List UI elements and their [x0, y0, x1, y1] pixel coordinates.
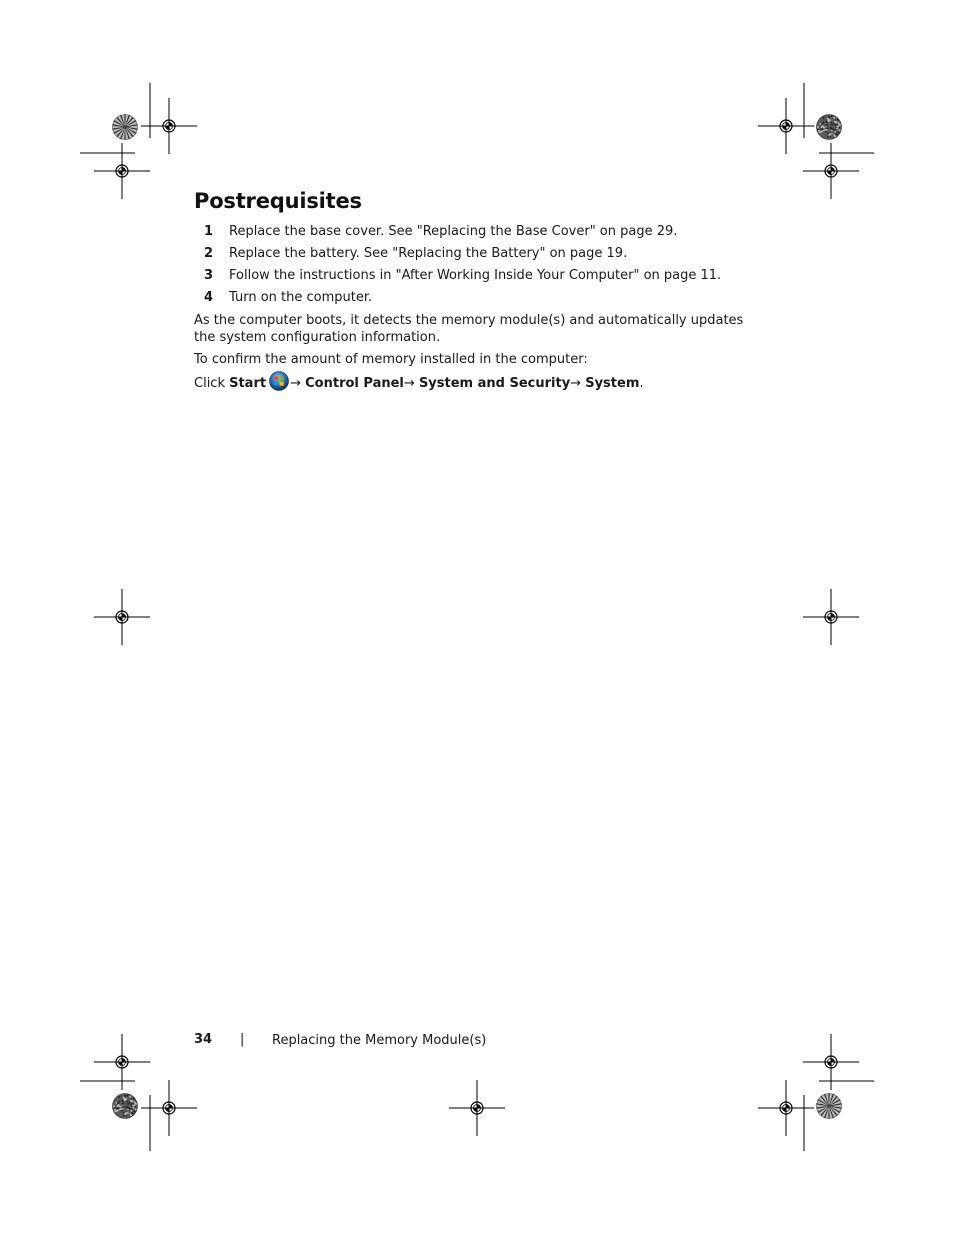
registration-mark-icon — [94, 589, 150, 645]
registration-mark-icon — [803, 143, 859, 199]
color-bar-icon — [817, 115, 842, 140]
arrow-separator: → — [570, 376, 582, 391]
windows-start-orb-icon — [269, 371, 289, 391]
registration-mark-icon — [803, 589, 859, 645]
registration-mark-icon — [449, 1080, 505, 1136]
arrow-separator: → — [403, 376, 415, 391]
footer-separator: | — [240, 1032, 245, 1047]
step-number: 2 — [204, 246, 214, 261]
system-security-label: System and Security — [418, 376, 571, 391]
registration-mark-icon — [94, 143, 150, 199]
registration-mark-icon — [141, 98, 197, 154]
click-prefix: Click — [194, 376, 230, 391]
registration-mark-icon — [141, 1080, 197, 1136]
color-bar-icon — [817, 1094, 842, 1119]
registration-mark-icon — [758, 98, 814, 154]
registration-mark-icon — [803, 1034, 859, 1090]
boot-paragraph: As the computer boots, it detects the memory module(s) and automatically updates the system configuration information. — [194, 313, 744, 345]
step-number: 4 — [204, 290, 214, 305]
footer-chapter-title: Replacing the Memory Module(s) — [272, 1033, 487, 1048]
step-number: 3 — [204, 268, 214, 283]
step-number: 1 — [204, 224, 214, 239]
click-suffix: . — [639, 376, 644, 391]
registration-mark-icon — [94, 1034, 150, 1090]
color-bar-icon — [113, 1094, 138, 1119]
step-text: Replace the base cover. See "Replacing the Base Cover" on page 29. — [229, 224, 678, 239]
start-label: Start — [229, 376, 267, 391]
registration-mark-icon — [758, 1080, 814, 1136]
control-panel-label: Control Panel — [305, 376, 404, 391]
color-bar-icon — [113, 115, 138, 140]
page-number: 34 — [194, 1032, 213, 1047]
step-text: Replace the battery. See "Replacing the Battery" on page 19. — [229, 246, 628, 261]
confirm-paragraph: To confirm the amount of memory installed in the computer: — [194, 352, 588, 367]
navigation-path — [194, 371, 644, 394]
system-label: System — [585, 376, 640, 391]
page-title: Postrequisites — [194, 189, 362, 213]
step-text: Follow the instructions in "After Working Inside Your Computer" on page 11. — [229, 268, 722, 283]
step-text: Turn on the computer. — [229, 290, 373, 305]
arrow-separator: → — [290, 376, 301, 391]
